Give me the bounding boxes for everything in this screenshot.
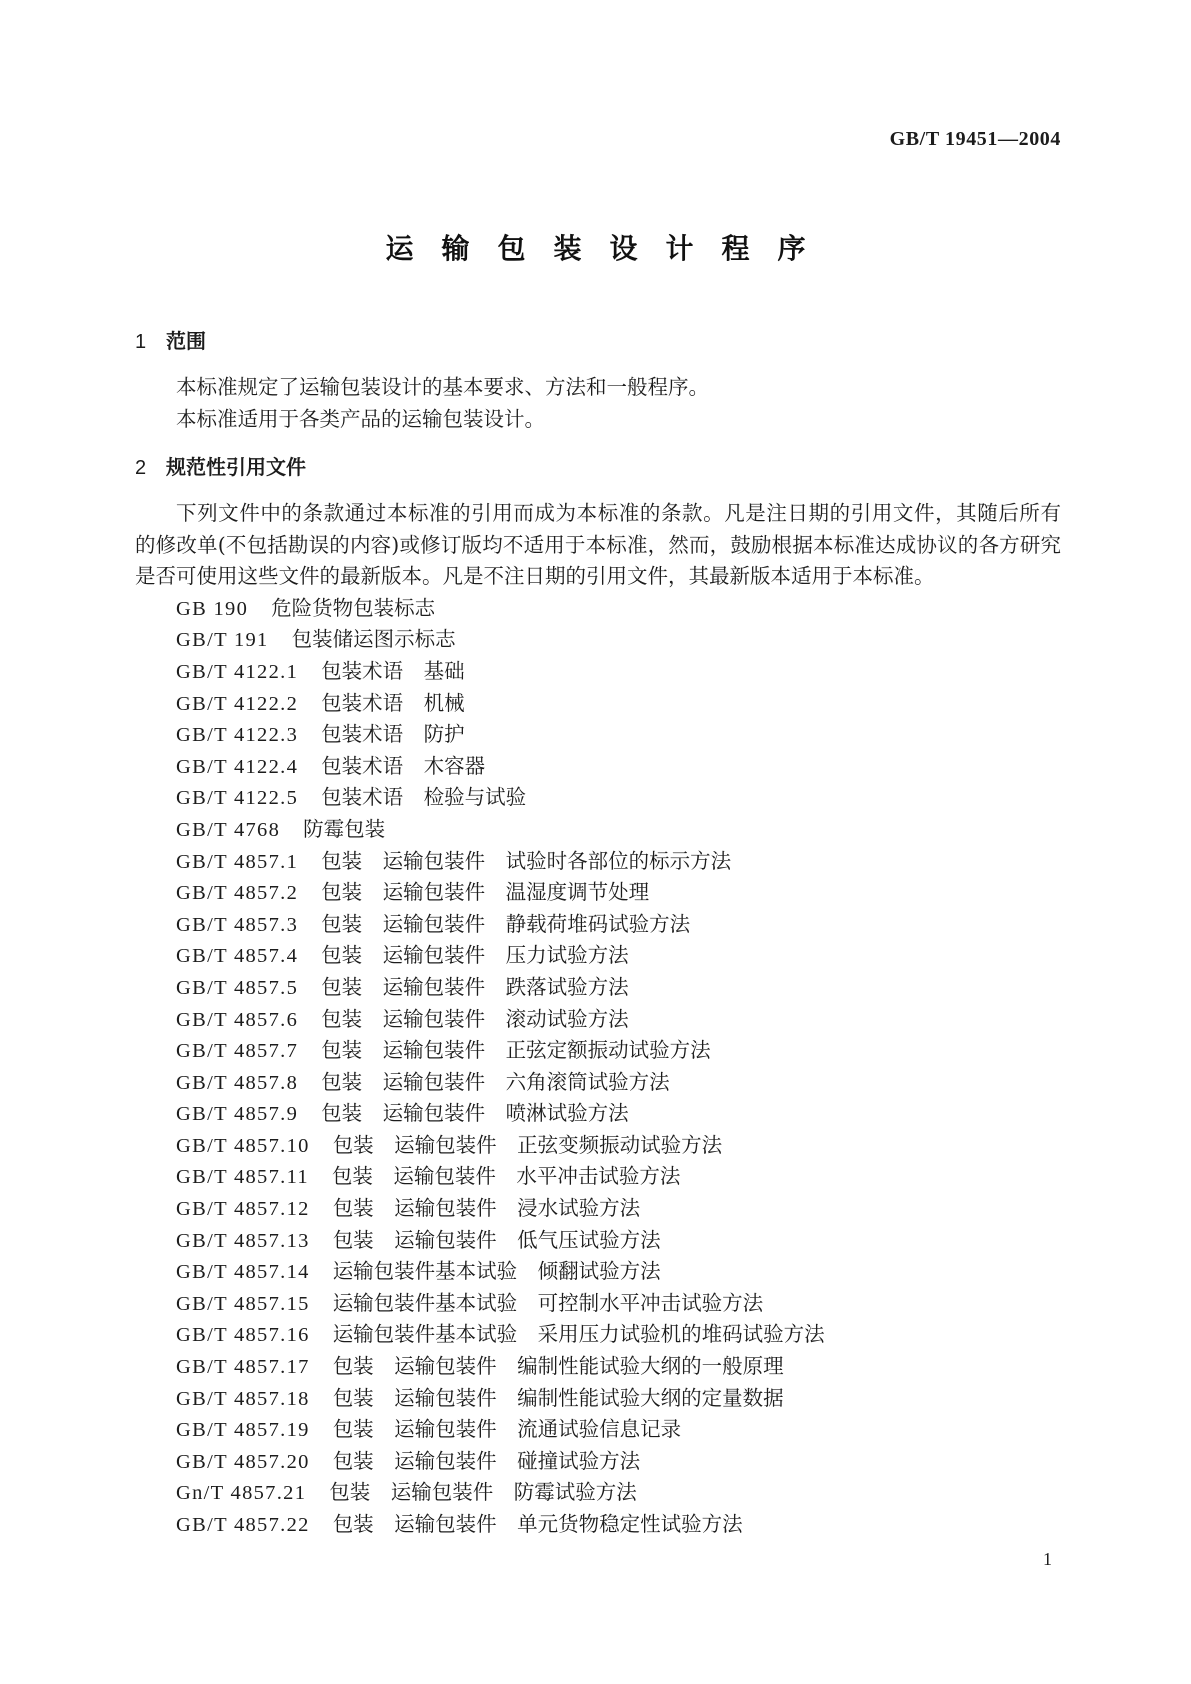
section-2-number: 2 xyxy=(135,457,147,479)
reference-code: GB/T 4857.13 xyxy=(176,1229,310,1252)
reference-item xyxy=(135,1383,1061,1415)
reference-title: 包装术语 木容器 xyxy=(321,753,486,778)
reference-item xyxy=(135,940,1061,972)
section-1-paragraph: 本标准适用于各类产品的运输包装设计。 xyxy=(176,406,545,431)
reference-item xyxy=(135,1193,1061,1225)
reference-item xyxy=(135,1098,1061,1130)
reference-code: GB/T 4768 xyxy=(176,818,281,841)
reference-title: 危险货物包装标志 xyxy=(271,595,436,620)
reference-title: 包装 运输包装件 试验时各部位的标示方法 xyxy=(321,848,732,873)
reference-item xyxy=(135,688,1061,720)
reference-code: GB/T 4857.11 xyxy=(176,1166,309,1189)
reference-item xyxy=(135,1509,1061,1541)
reference-code: GB/T 4857.17 xyxy=(176,1356,310,1379)
reference-code: GB/T 4857.18 xyxy=(176,1387,310,1410)
reference-item xyxy=(135,751,1061,783)
reference-item xyxy=(135,877,1061,909)
reference-title: 包装 运输包装件 滚动试验方法 xyxy=(321,1006,629,1031)
reference-item xyxy=(135,1256,1061,1288)
reference-title: 包装 运输包装件 温湿度调节处理 xyxy=(321,880,650,905)
reference-title: 包装术语 防护 xyxy=(321,722,465,747)
section-2-intro-line: 的修改单(不包括勘误的内容)或修订版均不适用于本标准，然而，鼓励根据本标准达成协议的各方研究 xyxy=(135,532,1061,557)
reference-code: GB/T 4122.2 xyxy=(176,692,299,715)
reference-title: 包装 运输包装件 六角滚筒试验方法 xyxy=(321,1069,670,1094)
standard-number: GB/T 19451—2004 xyxy=(889,128,1061,150)
reference-item xyxy=(135,1035,1061,1067)
reference-code: GB/T 4122.1 xyxy=(176,660,299,683)
section-2-intro-line: 下列文件中的条款通过本标准的引用而成为本标准的条款。凡是注日期的引用文件，其随后所有 xyxy=(176,501,1061,525)
reference-item xyxy=(135,972,1061,1004)
reference-title: 防霉包装 xyxy=(303,816,386,841)
reference-code: GB/T 4857.4 xyxy=(176,945,299,968)
reference-code: GB/T 4857.3 xyxy=(176,913,299,936)
reference-title: 包装术语 基础 xyxy=(321,658,465,683)
section-2-intro-line: 是否可使用这些文件的最新版本。凡是不注日期的引用文件，其最新版本适用于本标准。 xyxy=(135,564,935,589)
reference-code: GB/T 4857.9 xyxy=(176,1103,299,1126)
reference-code: GB/T 4857.14 xyxy=(176,1261,310,1284)
reference-code: GB/T 4857.22 xyxy=(176,1514,310,1536)
document-title: 运输包装设计程序 xyxy=(385,232,834,265)
reference-item xyxy=(135,1130,1061,1162)
reference-item xyxy=(135,1446,1061,1478)
page-number: 1 xyxy=(1043,1549,1052,1569)
reference-title: 包装 运输包装件 喷淋试验方法 xyxy=(321,1101,629,1126)
reference-title: 运输包装件基本试验 采用压力试验机的堆码试验方法 xyxy=(332,1322,825,1347)
section-1-heading xyxy=(135,326,206,359)
reference-item xyxy=(135,814,1061,846)
reference-code: GB/T 4857.8 xyxy=(176,1071,299,1094)
reference-title: 包装 运输包装件 编制性能试验大纲的定量数据 xyxy=(332,1385,784,1410)
reference-code: GB/T 191 xyxy=(176,629,269,652)
reference-code: Gn/T 4857.21 xyxy=(176,1482,307,1505)
reference-item xyxy=(135,656,1061,688)
reference-item xyxy=(135,1161,1061,1193)
reference-code: GB/T 4122.5 xyxy=(176,787,299,810)
reference-code: GB/T 4857.7 xyxy=(176,1040,299,1063)
reference-title: 包装储运图示标志 xyxy=(291,627,456,652)
reference-code: GB/T 4857.15 xyxy=(176,1292,310,1315)
reference-code: GB 190 xyxy=(176,597,249,620)
reference-title: 包装 运输包装件 防霉试验方法 xyxy=(329,1480,637,1505)
reference-title: 包装 运输包装件 流通试验信息记录 xyxy=(332,1417,682,1442)
reference-code: GB/T 4857.1 xyxy=(176,850,299,873)
reference-title: 包装 运输包装件 碰撞试验方法 xyxy=(332,1448,641,1473)
reference-item xyxy=(135,1067,1061,1099)
reference-code: GB/T 4857.20 xyxy=(176,1450,310,1473)
reference-code: GB/T 4857.5 xyxy=(176,976,299,999)
reference-code: GB/T 4857.2 xyxy=(176,882,299,905)
reference-title: 包装 运输包装件 静载荷堆码试验方法 xyxy=(321,911,691,936)
reference-title: 包装 运输包装件 浸水试验方法 xyxy=(332,1196,641,1221)
reference-title: 运输包装件基本试验 可控制水平冲击试验方法 xyxy=(332,1290,764,1315)
reference-title: 包装 运输包装件 压力试验方法 xyxy=(321,943,629,968)
section-2-title: 规范性引用文件 xyxy=(166,455,306,479)
reference-code: GB/T 4857.19 xyxy=(176,1419,310,1442)
reference-title: 包装 运输包装件 正弦变频振动试验方法 xyxy=(332,1132,723,1157)
reference-code: GB/T 4857.16 xyxy=(176,1324,310,1347)
reference-title: 包装 运输包装件 单元货物稳定性试验方法 xyxy=(332,1512,743,1536)
reference-code: GB/T 4857.10 xyxy=(176,1134,310,1157)
reference-list xyxy=(135,593,1061,1541)
reference-item xyxy=(135,1477,1061,1509)
reference-title: 包装术语 机械 xyxy=(321,690,465,715)
reference-item xyxy=(135,1004,1061,1036)
reference-title: 包装术语 检验与试验 xyxy=(321,785,527,810)
reference-item xyxy=(135,624,1061,656)
reference-item xyxy=(135,1288,1061,1320)
section-1-title: 范围 xyxy=(166,329,206,353)
reference-code: GB/T 4122.3 xyxy=(176,724,299,747)
reference-item xyxy=(135,909,1061,941)
reference-item xyxy=(135,719,1061,751)
reference-item xyxy=(135,1351,1061,1383)
reference-item xyxy=(135,593,1061,625)
reference-item xyxy=(135,1319,1061,1351)
reference-item xyxy=(135,846,1061,878)
reference-code: GB/T 4857.6 xyxy=(176,1008,299,1031)
reference-code: GB/T 4122.4 xyxy=(176,755,299,778)
reference-title: 包装 运输包装件 水平冲击试验方法 xyxy=(331,1164,681,1189)
reference-item xyxy=(135,1414,1061,1446)
reference-title: 包装 运输包装件 编制性能试验大纲的一般原理 xyxy=(332,1354,784,1379)
section-1-number: 1 xyxy=(135,331,147,353)
reference-item xyxy=(135,782,1061,814)
section-1-paragraph: 本标准规定了运输包装设计的基本要求、方法和一般程序。 xyxy=(176,375,709,399)
reference-code: GB/T 4857.12 xyxy=(176,1198,310,1221)
reference-title: 包装 运输包装件 正弦定额振动试验方法 xyxy=(321,1038,711,1063)
section-2-heading xyxy=(135,452,306,485)
reference-title: 包装 运输包装件 跌落试验方法 xyxy=(321,974,629,999)
reference-item xyxy=(135,1225,1061,1257)
section-1-body xyxy=(135,372,1061,435)
section-2-body xyxy=(135,498,1061,1541)
reference-title: 包装 运输包装件 低气压试验方法 xyxy=(332,1227,661,1252)
reference-title: 运输包装件基本试验 倾翻试验方法 xyxy=(332,1259,661,1284)
